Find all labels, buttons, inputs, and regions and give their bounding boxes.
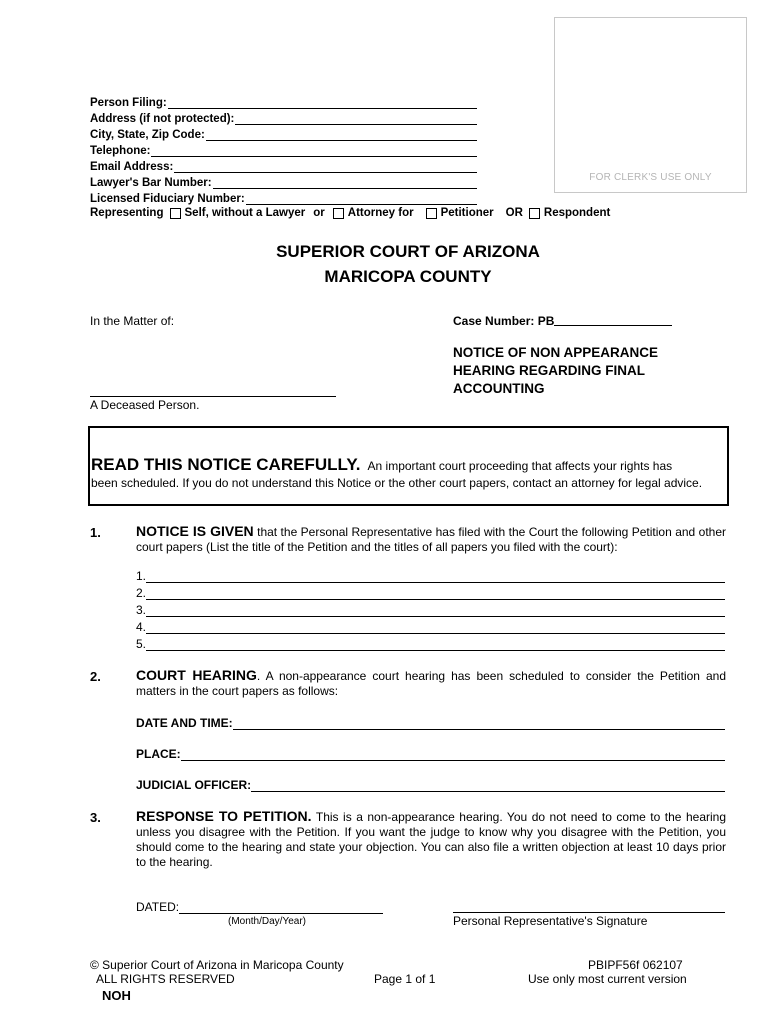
paper-item-3[interactable]	[136, 602, 725, 617]
clerk-use-box	[554, 17, 747, 193]
email-label: Email Address:	[90, 161, 174, 173]
paper-item-2[interactable]	[136, 585, 725, 600]
date-time-field[interactable]	[136, 714, 725, 730]
case-number-label: Case Number: PB	[453, 314, 555, 328]
place-field[interactable]	[136, 745, 725, 761]
notice-text-line2: been scheduled. If you do not understand this Notice or the other court papers, contact an attorney for legal advice.	[91, 476, 703, 490]
deceased-label: A Deceased Person.	[90, 398, 200, 412]
or-text: or	[313, 207, 325, 219]
section2-number: 2.	[90, 669, 101, 684]
signature-line[interactable]	[453, 912, 725, 913]
notice-line1	[91, 455, 726, 475]
section3-heading: RESPONSE TO PETITION.	[136, 808, 312, 824]
self-option-label: Self, without a Lawyer	[184, 207, 306, 219]
dated-label: DATED:	[136, 900, 180, 914]
court-title-line1: SUPERIOR COURT OF ARIZONA	[276, 242, 540, 261]
petitioner-option-label: Petitioner	[440, 207, 494, 219]
fiduciary-number-label: Licensed Fiduciary Number:	[90, 193, 245, 205]
or-uppercase-text: OR	[505, 207, 523, 219]
section3-body	[136, 809, 726, 870]
paper-item-number: 4.	[136, 620, 147, 634]
judicial-officer-field[interactable]	[136, 776, 725, 792]
document-title	[453, 344, 658, 398]
attorney-option-label: Attorney for	[347, 207, 414, 219]
section2-body	[136, 668, 726, 699]
petitioner-checkbox[interactable]	[426, 208, 437, 219]
document-title-line1: NOTICE OF NON APPEARANCE	[453, 345, 659, 360]
section2-heading: COURT HEARING	[136, 667, 257, 683]
deceased-name-line[interactable]	[90, 396, 336, 397]
date-format-hint: (Month/Day/Year)	[228, 916, 306, 927]
section2-text: . A non-appearance court hearing has been scheduled to consider the Petition and matters in the court papers as follows:	[136, 669, 726, 698]
footer-form-code: NOH	[102, 988, 131, 1003]
paper-item-number: 3.	[136, 603, 147, 617]
fiduciary-number-field[interactable]	[90, 189, 477, 205]
paper-item-5[interactable]	[136, 636, 725, 651]
self-checkbox[interactable]	[170, 208, 181, 219]
footer-copyright: © Superior Court of Arizona in Maricopa County	[90, 958, 344, 972]
footer-version-note: Use only most current version	[528, 972, 687, 986]
city-state-zip-label: City, State, Zip Code:	[90, 129, 205, 141]
judicial-officer-label: JUDICIAL OFFICER:	[136, 778, 252, 792]
section3-text: This is a non-appearance hearing. You do not need to come to the hearing unless you disagree with the Petition. If you want the judge to know why you disagree with the Petition, you should come to the hearing and state your objection. You can also file a written objection at least 10 days prior to the hearing.	[136, 810, 727, 869]
paper-item-number: 1.	[136, 569, 147, 583]
respondent-checkbox[interactable]	[529, 208, 540, 219]
section1-body	[136, 524, 726, 555]
attorney-checkbox[interactable]	[333, 208, 344, 219]
representing-label: Representing	[90, 207, 164, 219]
dated-field[interactable]	[136, 898, 383, 914]
section3-number: 3.	[90, 810, 101, 825]
matter-of-label: In the Matter of:	[90, 314, 175, 328]
place-label: PLACE:	[136, 747, 181, 761]
paper-item-number: 2.	[136, 586, 147, 600]
person-filing-field[interactable]	[90, 93, 477, 109]
footer-form-id: PBIPF56f 062107	[588, 958, 683, 972]
signature-label: Personal Representative's Signature	[453, 914, 648, 928]
telephone-label: Telephone:	[90, 145, 151, 157]
telephone-field[interactable]	[90, 141, 477, 157]
document-title-line3: ACCOUNTING	[453, 381, 545, 396]
case-number-field[interactable]	[453, 314, 672, 328]
bar-number-field[interactable]	[90, 173, 477, 189]
representing-row	[90, 204, 610, 222]
address-field[interactable]	[90, 109, 477, 125]
section1-text: that the Personal Representative has filed with the Court the following Petition and other court papers (List the title of the Petition and the titles of all papers you filed with the court):	[136, 525, 726, 554]
footer-page-number: Page 1 of 1	[374, 972, 436, 986]
section1-heading: NOTICE IS GIVEN	[136, 523, 254, 539]
paper-item-1[interactable]	[136, 568, 725, 583]
city-state-zip-field[interactable]	[90, 125, 477, 141]
paper-item-4[interactable]	[136, 619, 725, 634]
address-label: Address (if not protected):	[90, 113, 235, 125]
date-time-label: DATE AND TIME:	[136, 716, 233, 730]
paper-item-number: 5.	[136, 637, 147, 651]
bar-number-label: Lawyer's Bar Number:	[90, 177, 212, 189]
person-filing-label: Person Filing:	[90, 97, 167, 109]
notice-text-line1: An important court proceeding that affects your rights has	[367, 459, 673, 473]
document-title-line2: HEARING REGARDING FINAL	[453, 363, 645, 378]
clerk-use-label: FOR CLERK'S USE ONLY	[589, 172, 712, 183]
email-field[interactable]	[90, 157, 477, 173]
notice-title: READ THIS NOTICE CAREFULLY.	[91, 455, 361, 474]
court-title-line2: MARICOPA COUNTY	[324, 267, 492, 286]
footer-rights: ALL RIGHTS RESERVED	[96, 972, 235, 986]
respondent-option-label: Respondent	[543, 207, 611, 219]
section1-number: 1.	[90, 525, 101, 540]
